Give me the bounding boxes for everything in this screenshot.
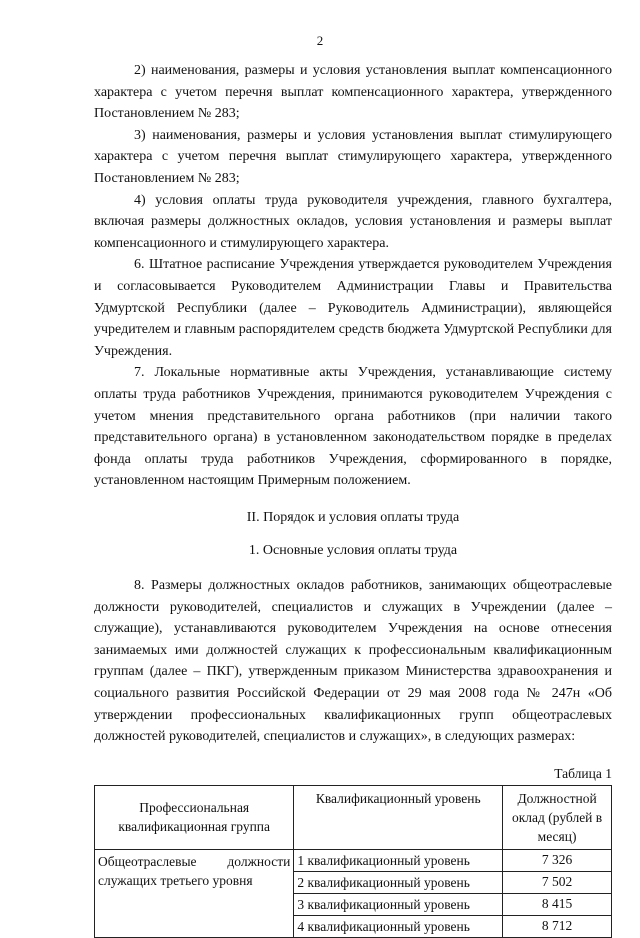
level-cell: 4 квалификационный уровень — [294, 915, 503, 937]
level-cell: 2 квалификационный уровень — [294, 871, 503, 893]
level-cell: 3 квалификационный уровень — [294, 893, 503, 915]
group-cell: Общеотраслевые должности служащих третьего уровня — [95, 849, 294, 937]
level-cell: 1 квалификационный уровень — [294, 849, 503, 871]
table-caption: Таблица 1 — [554, 765, 612, 781]
page-number: 2 — [316, 33, 324, 48]
header-group: Профессиональная квалификационная группа — [95, 785, 294, 849]
table-row — [95, 849, 612, 871]
subsection-heading: 1. Основные условия оплаты труда — [248, 543, 458, 559]
paragraph-item-3: 3) наименования, размеры и условия установления выплат стимулирующего характера с учетом перечня выплат стимулирующего характера, утвержденного Постановлением № 283; — [94, 127, 612, 186]
salary-cell: 7 326 — [503, 849, 612, 871]
document-body — [94, 60, 612, 938]
salary-table — [94, 785, 612, 938]
salary-cell: 8 712 — [503, 915, 612, 937]
paragraph-7: 7. Локальные нормативные акты Учреждения, устанавливающие систему оплаты труда работников Учреждения, принимаются руководителем Учреждения с учетом мнения представительного органа работников (при наличии такого представительного органа) в установленном законодательством порядке в пределах фонда оплаты труда работников Учреждения, сформированного в порядке, установленном настоящим Примерным положением. — [94, 365, 612, 489]
salary-cell: 7 502 — [503, 871, 612, 893]
table-header-row — [95, 785, 612, 849]
salary-cell: 8 415 — [503, 893, 612, 915]
header-level: Квалификационный уровень — [294, 785, 503, 849]
paragraph-item-2: 2) наименования, размеры и условия установления выплат компенсационного характера с учетом перечня выплат компенсационного характера, утвержденного Постановлением № 283; — [94, 63, 612, 122]
paragraph-8: 8. Размеры должностных окладов работников, занимающих общеотраслевые должности руководителей, специалистов и служащих в Учреждении (далее – служащие), устанавливаются руководителем Учреждения на основе отнесения занимаемых ими должностей служащих к профессиональным квалификационным группам (далее – ПКГ), утвержденным приказом Министерства здравоохранения и социального развития Российской Федерации от 29 мая 2008 года № 247н «Об утверждении профессиональных квалификационных групп общеотраслевых должностей руководителей, специалистов и служащих», в следующих размерах: — [94, 578, 612, 745]
section-heading: II. Порядок и условия оплаты труда — [246, 509, 460, 525]
header-salary: Должностной оклад (рублей в месяц) — [503, 785, 612, 849]
paragraph-item-4: 4) условия оплаты труда руководителя учреждения, главного бухгалтера, включая размеры должностных окладов, условия установления и размеры выплат компенсационного и стимулирующего характера. — [94, 192, 612, 251]
paragraph-6: 6. Штатное расписание Учреждения утверждается руководителем Учреждения и согласовывается Руководителем Администрации Главы и Правительства Удмуртской Республики (далее – Руководитель Администрации), являющейся учредителем и главным распорядителем средств бюджета Удмуртской Республики для Учреждения. — [94, 257, 612, 359]
